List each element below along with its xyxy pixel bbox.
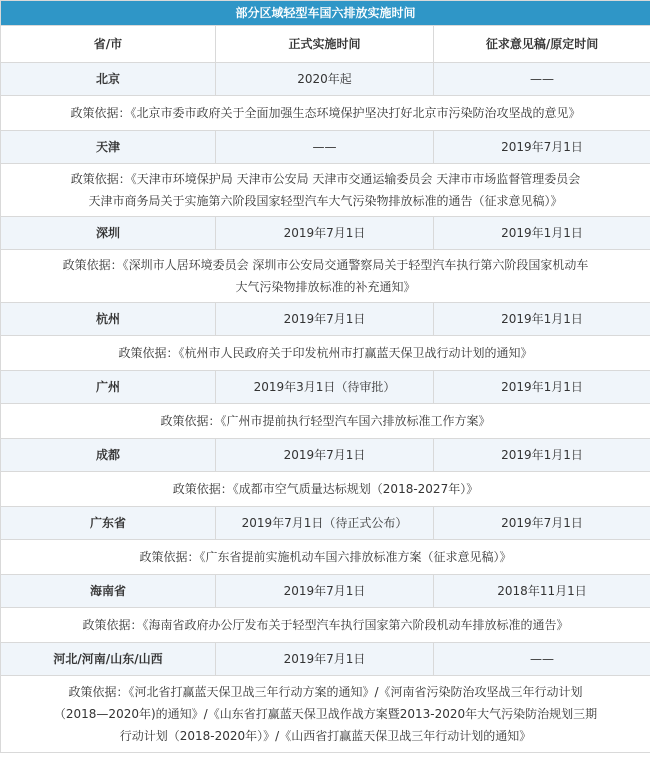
formal-date-cell: 2019年3月1日（待审批） bbox=[216, 371, 434, 404]
policy-basis-row bbox=[1, 164, 650, 217]
city-cell: 北京 bbox=[1, 63, 216, 96]
policy-basis-line: 政策依据：《广东省提前实施机动车国六排放标准方案（征求意见稿）》 bbox=[139, 550, 512, 564]
policy-basis-cell bbox=[1, 404, 650, 439]
policy-basis-row bbox=[1, 472, 650, 507]
policy-basis-row bbox=[1, 540, 650, 575]
formal-date-cell: 2019年7月1日 bbox=[216, 217, 434, 250]
city-row bbox=[1, 217, 650, 250]
header-formal-date: 正式实施时间 bbox=[216, 26, 434, 63]
policy-basis-line: 政策依据：《广州市提前执行轻型汽车国六排放标准工作方案》 bbox=[160, 414, 491, 428]
draft-date-cell: 2019年1月1日 bbox=[434, 217, 650, 250]
draft-date-cell: 2019年1月1日 bbox=[434, 439, 650, 472]
formal-date-cell: 2019年7月1日 bbox=[216, 303, 434, 336]
policy-basis-line: 政策依据：《杭州市人民政府关于印发杭州市打赢蓝天保卫战行动计划的通知》 bbox=[118, 346, 533, 360]
policy-basis-cell bbox=[1, 336, 650, 371]
policy-basis-line: 行动计划（2018-2020年）》/《山西省打赢蓝天保卫战三年行动计划的通知》 bbox=[119, 729, 532, 743]
draft-date-cell: —— bbox=[434, 643, 650, 676]
draft-date-cell: 2019年1月1日 bbox=[434, 371, 650, 404]
policy-basis-line: 政策依据：《河北省打赢蓝天保卫战三年行动方案的通知》/《河南省污染防治攻坚战三年行动计划 bbox=[68, 685, 583, 699]
city-row bbox=[1, 303, 650, 336]
header-row bbox=[1, 26, 650, 63]
formal-date-cell: 2020年起 bbox=[216, 63, 434, 96]
policy-basis-cell bbox=[1, 250, 650, 303]
city-row bbox=[1, 63, 650, 96]
formal-date-cell: —— bbox=[216, 131, 434, 164]
policy-basis-cell bbox=[1, 164, 650, 217]
city-cell: 广州 bbox=[1, 371, 216, 404]
draft-date-cell: —— bbox=[434, 63, 650, 96]
policy-basis-cell bbox=[1, 96, 650, 131]
city-row bbox=[1, 371, 650, 404]
city-row bbox=[1, 643, 650, 676]
formal-date-cell: 2019年7月1日（待正式公布） bbox=[216, 507, 434, 540]
formal-date-cell: 2019年7月1日 bbox=[216, 575, 434, 608]
policy-basis-line: 大气污染物排放标准的补充通知》 bbox=[235, 280, 416, 294]
header-city: 省/市 bbox=[1, 26, 216, 63]
city-row bbox=[1, 131, 650, 164]
city-row bbox=[1, 439, 650, 472]
policy-basis-cell bbox=[1, 540, 650, 575]
policy-basis-row bbox=[1, 404, 650, 439]
policy-basis-row bbox=[1, 336, 650, 371]
policy-basis-line: 政策依据：《北京市委市政府关于全面加强生态环境保护坚决打好北京市污染防治攻坚战的意见》 bbox=[70, 106, 581, 120]
policy-basis-line: 政策依据：《海南省政府办公厅发布关于轻型汽车执行国家第六阶段机动车排放标准的通告》 bbox=[82, 618, 569, 632]
policy-basis-line: （2018—2020年)的通知》/《山东省打赢蓝天保卫战作战方案暨2013-2020年大气污染防治规划三期 bbox=[53, 707, 598, 721]
draft-date-cell: 2019年7月1日 bbox=[434, 507, 650, 540]
policy-basis-line: 政策依据：《成都市空气质量达标规划（2018-2027年）》 bbox=[172, 482, 479, 496]
city-cell: 杭州 bbox=[1, 303, 216, 336]
formal-date-cell: 2019年7月1日 bbox=[216, 643, 434, 676]
table-title: 部分区域轻型车国六排放实施时间 bbox=[1, 1, 650, 26]
policy-basis-line: 政策依据：《天津市环境保护局 天津市公安局 天津市交通运输委员会 天津市市场监督管理委员会 bbox=[70, 172, 581, 186]
city-cell: 海南省 bbox=[1, 575, 216, 608]
title-row bbox=[1, 1, 650, 26]
city-row bbox=[1, 575, 650, 608]
policy-basis-cell bbox=[1, 608, 650, 643]
city-cell: 河北/河南/山东/山西 bbox=[1, 643, 216, 676]
policy-basis-row bbox=[1, 250, 650, 303]
policy-basis-cell bbox=[1, 676, 650, 753]
draft-date-cell: 2019年1月1日 bbox=[434, 303, 650, 336]
policy-basis-cell bbox=[1, 472, 650, 507]
policy-basis-row bbox=[1, 608, 650, 643]
draft-date-cell: 2019年7月1日 bbox=[434, 131, 650, 164]
city-row bbox=[1, 507, 650, 540]
city-cell: 天津 bbox=[1, 131, 216, 164]
policy-basis-row bbox=[1, 96, 650, 131]
policy-basis-line: 政策依据：《深圳市人居环境委员会 深圳市公安局交通警察局关于轻型汽车执行第六阶段国家机动车 bbox=[62, 258, 589, 272]
policy-basis-row bbox=[1, 676, 650, 753]
city-cell: 成都 bbox=[1, 439, 216, 472]
header-draft-date: 征求意见稿/原定时间 bbox=[434, 26, 650, 63]
city-cell: 深圳 bbox=[1, 217, 216, 250]
draft-date-cell: 2018年11月1日 bbox=[434, 575, 650, 608]
city-cell: 广东省 bbox=[1, 507, 216, 540]
policy-basis-line: 天津市商务局关于实施第六阶段国家轻型汽车大气污染物排放标准的通告（征求意见稿）》 bbox=[88, 194, 563, 208]
formal-date-cell: 2019年7月1日 bbox=[216, 439, 434, 472]
